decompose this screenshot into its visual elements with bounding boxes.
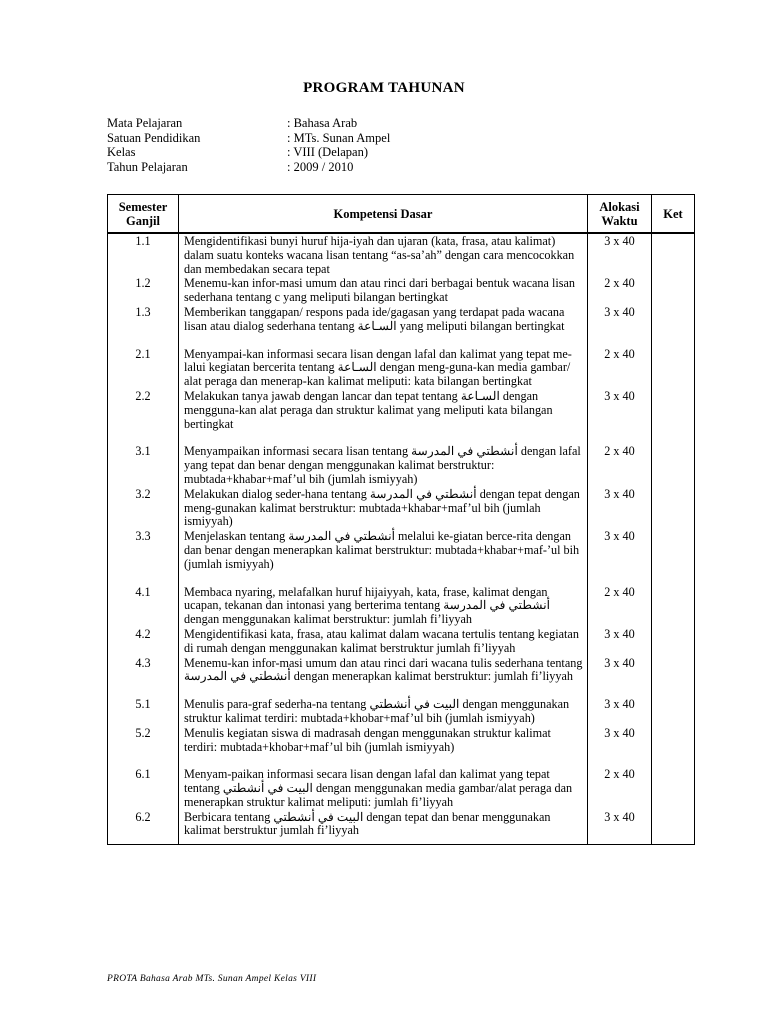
remarks-cell (652, 726, 695, 755)
time-allocation: 3 x 40 (604, 725, 635, 740)
meta-value: : VIII (Delapan) (287, 145, 368, 160)
competency-number: 6.2 (135, 809, 151, 824)
time-allocation: 3 x 40 (604, 486, 635, 501)
competency-number: 3.1 (135, 444, 151, 459)
table-row (108, 529, 695, 571)
table-row (108, 627, 695, 656)
competency-number: 4.1 (135, 584, 151, 599)
competency-number: 4.3 (135, 655, 151, 670)
competency-text: Menjelaskan tentang أنشطتي في المدرسة melalui ke-giatan berce-rita dengan dan benar dengan menerapkan kalimat berstruktur: mubtada+khabar+maf-’ul bih (jumlah ismiyyah) (184, 529, 580, 571)
competency-number: 2.1 (135, 346, 151, 361)
table-header-row (108, 195, 695, 234)
meta-label: Mata Pelajaran (107, 116, 183, 130)
remarks-cell (652, 627, 695, 656)
competency-number: 1.1 (135, 234, 151, 248)
time-allocation: 3 x 40 (604, 697, 635, 712)
competency-number: 1.2 (135, 276, 151, 291)
remarks-cell (652, 656, 695, 685)
time-allocation: 2 x 40 (604, 276, 635, 291)
table-row (108, 233, 695, 276)
time-allocation: 2 x 40 (604, 346, 635, 361)
remarks-cell (652, 754, 695, 809)
time-allocation: 3 x 40 (604, 809, 635, 824)
table-bottom-spacer (108, 838, 695, 845)
competency-text: Menyampaikan informasi secara lisan tentang أنشطتي في المدرسة dengan lafal yang tepat dan benar dengan menggunakan kalimat berstruktur: mubtada+khabar+maf’ul bih (jumlah ismiyyah) (184, 444, 581, 486)
table-row (108, 726, 695, 755)
remarks-cell (652, 572, 695, 627)
remarks-cell (652, 529, 695, 571)
competency-text: Menyampai-kan informasi secara lisan dengan lafal dan kalimat yang tepat me-lalui kegiatan bercerita tentang السـاعة dengan meng-guna-kan media gambar/ alat peraga dan menerap-kan kalimat meliputi: kata bilangan bertingkat (184, 346, 572, 389)
remarks-cell (652, 810, 695, 839)
remarks-cell (652, 431, 695, 486)
remarks-cell (652, 276, 695, 305)
meta-row-school (107, 131, 390, 146)
competency-text: Melakukan tanya jawab dengan lancar dan tepat tentang السـاعة dengan mengguna-kan alat peraga dan struktur kalimat yang meliputi kata bilangan bertingkat (184, 388, 553, 431)
remarks-cell (652, 334, 695, 389)
table-row (108, 431, 695, 486)
header-kompetensi: Kompetensi Dasar (179, 195, 588, 234)
competency-table (107, 194, 695, 845)
table-row (108, 305, 695, 334)
table-row (108, 656, 695, 685)
table-row (108, 684, 695, 726)
remarks-cell (652, 305, 695, 334)
remarks-cell (652, 233, 695, 276)
time-allocation: 2 x 40 (604, 767, 635, 782)
time-allocation: 2 x 40 (604, 584, 635, 599)
time-allocation: 3 x 40 (604, 234, 635, 248)
meta-value: : 2009 / 2010 (287, 159, 354, 174)
competency-text: Mengidentifikasi kata, frasa, atau kalimat dalam wacana tertulis tentang kegiatan di rumah dengan menggunakan kalimat berstruktur jumlah fi’liyyah (184, 626, 579, 655)
meta-row-subject (107, 116, 390, 131)
remarks-cell (652, 684, 695, 726)
competency-text: Berbicara tentang البيت في أنشطتي dengan tepat dan benar menggunakan kalimat berstruktur jumlah fi’liyyah (184, 809, 551, 838)
competency-text: Mengidentifikasi bunyi huruf hija-iyah dan ujaran (kata, frasa, atau kalimat) dalam suatu konteks wacana lisan tentang “as-sa’ah” dengan cara mencocokkan dan membedakan secara tepat (184, 234, 575, 276)
competency-number: 4.2 (135, 626, 151, 641)
meta-row-year (107, 160, 390, 175)
meta-label: Kelas (107, 145, 136, 160)
table-row (108, 276, 695, 305)
meta-value: : MTs. Sunan Ampel (287, 130, 391, 145)
table-row (108, 754, 695, 809)
header-semester: Semester Ganjil (108, 195, 179, 234)
page-footer: PROTA Bahasa Arab MTs. Sunan Ampel Kelas VIII (107, 974, 317, 984)
competency-number: 3.3 (135, 529, 151, 544)
header-ket: Ket (652, 195, 695, 234)
competency-text: Menulis para-graf sederha-na tentang البيت في أنشطتي dengan menggunakan struktur kalimat terdiri: mubtada+khobar+maf’ul bih (jumlah ismiyyah) (184, 697, 570, 725)
competency-number: 5.2 (135, 725, 151, 740)
competency-number: 6.1 (135, 767, 151, 782)
time-allocation: 3 x 40 (604, 626, 635, 641)
document-meta (107, 116, 390, 174)
table-row (108, 810, 695, 839)
competency-number: 5.1 (135, 697, 151, 712)
table-row (108, 334, 695, 389)
table-row (108, 487, 695, 529)
competency-text: Memberikan tanggapan/ respons pada ide/gagasan yang terdapat pada wacana lisan atau dialog sederhana tentang السـاعة yang meliputi bilangan bertingkat (184, 304, 565, 333)
competency-number: 2.2 (135, 388, 151, 403)
table-row (108, 389, 695, 431)
remarks-cell (652, 487, 695, 529)
competency-text: Melakukan dialog seder-hana tentang أنشطتي في المدرسة dengan tepat dengan meng-gunakan kalimat berstruktur: mubtada+khabar+maf’ul bih (jumlah ismiyyah) (184, 486, 580, 529)
competency-text: Menemu-kan infor-masi umum dan atau rinci dari wacana tulis sederhana tentang أنشطتي في المدرسة dengan menerapkan kalimat berstruktur: jumlah fi’liyyah (184, 655, 583, 684)
competency-text: Membaca nyaring, melafalkan huruf hijaiyyah, kata, frase, kalimat dengan ucapan, tekanan dan intonasi yang berterima tentang أنشطتي في المدرسة dengan menggunakan kalimat berstruktur: jumlah fi’liyyah (184, 584, 550, 627)
table-row (108, 572, 695, 627)
meta-label: Satuan Pendidikan (107, 130, 201, 145)
meta-value: : Bahasa Arab (287, 116, 358, 130)
meta-row-class (107, 145, 390, 160)
remarks-cell (652, 389, 695, 431)
header-alokasi: Alokasi Waktu (588, 195, 652, 234)
competency-text: Menemu-kan infor-masi umum dan atau rinci dari berbagai bentuk wacana lisan sederhana tentang c yang meliputi bilangan bertingkat (184, 276, 575, 305)
time-allocation: 3 x 40 (604, 388, 635, 403)
competency-number: 1.3 (135, 304, 151, 319)
meta-label: Tahun Pelajaran (107, 159, 188, 174)
time-allocation: 3 x 40 (604, 304, 635, 319)
time-allocation: 3 x 40 (604, 655, 635, 670)
competency-number: 3.2 (135, 486, 151, 501)
time-allocation: 3 x 40 (604, 529, 635, 544)
time-allocation: 2 x 40 (604, 444, 635, 459)
page-title: PROGRAM TAHUNAN (303, 80, 465, 96)
competency-text: Menulis kegiatan siswa di madrasah dengan menggunakan struktur kalimat terdiri: mubtada+khobar+maf’ul bih (jumlah ismiyyah) (184, 725, 551, 754)
competency-text: Menyam-paikan informasi secara lisan dengan lafal dan kalimat yang tepat tentang البيت في أنشطتي dengan menggunakan media gambar/alat peraga dan menerapkan struktur kalimat meliputi: jumlah fi’liyyah (184, 767, 573, 809)
